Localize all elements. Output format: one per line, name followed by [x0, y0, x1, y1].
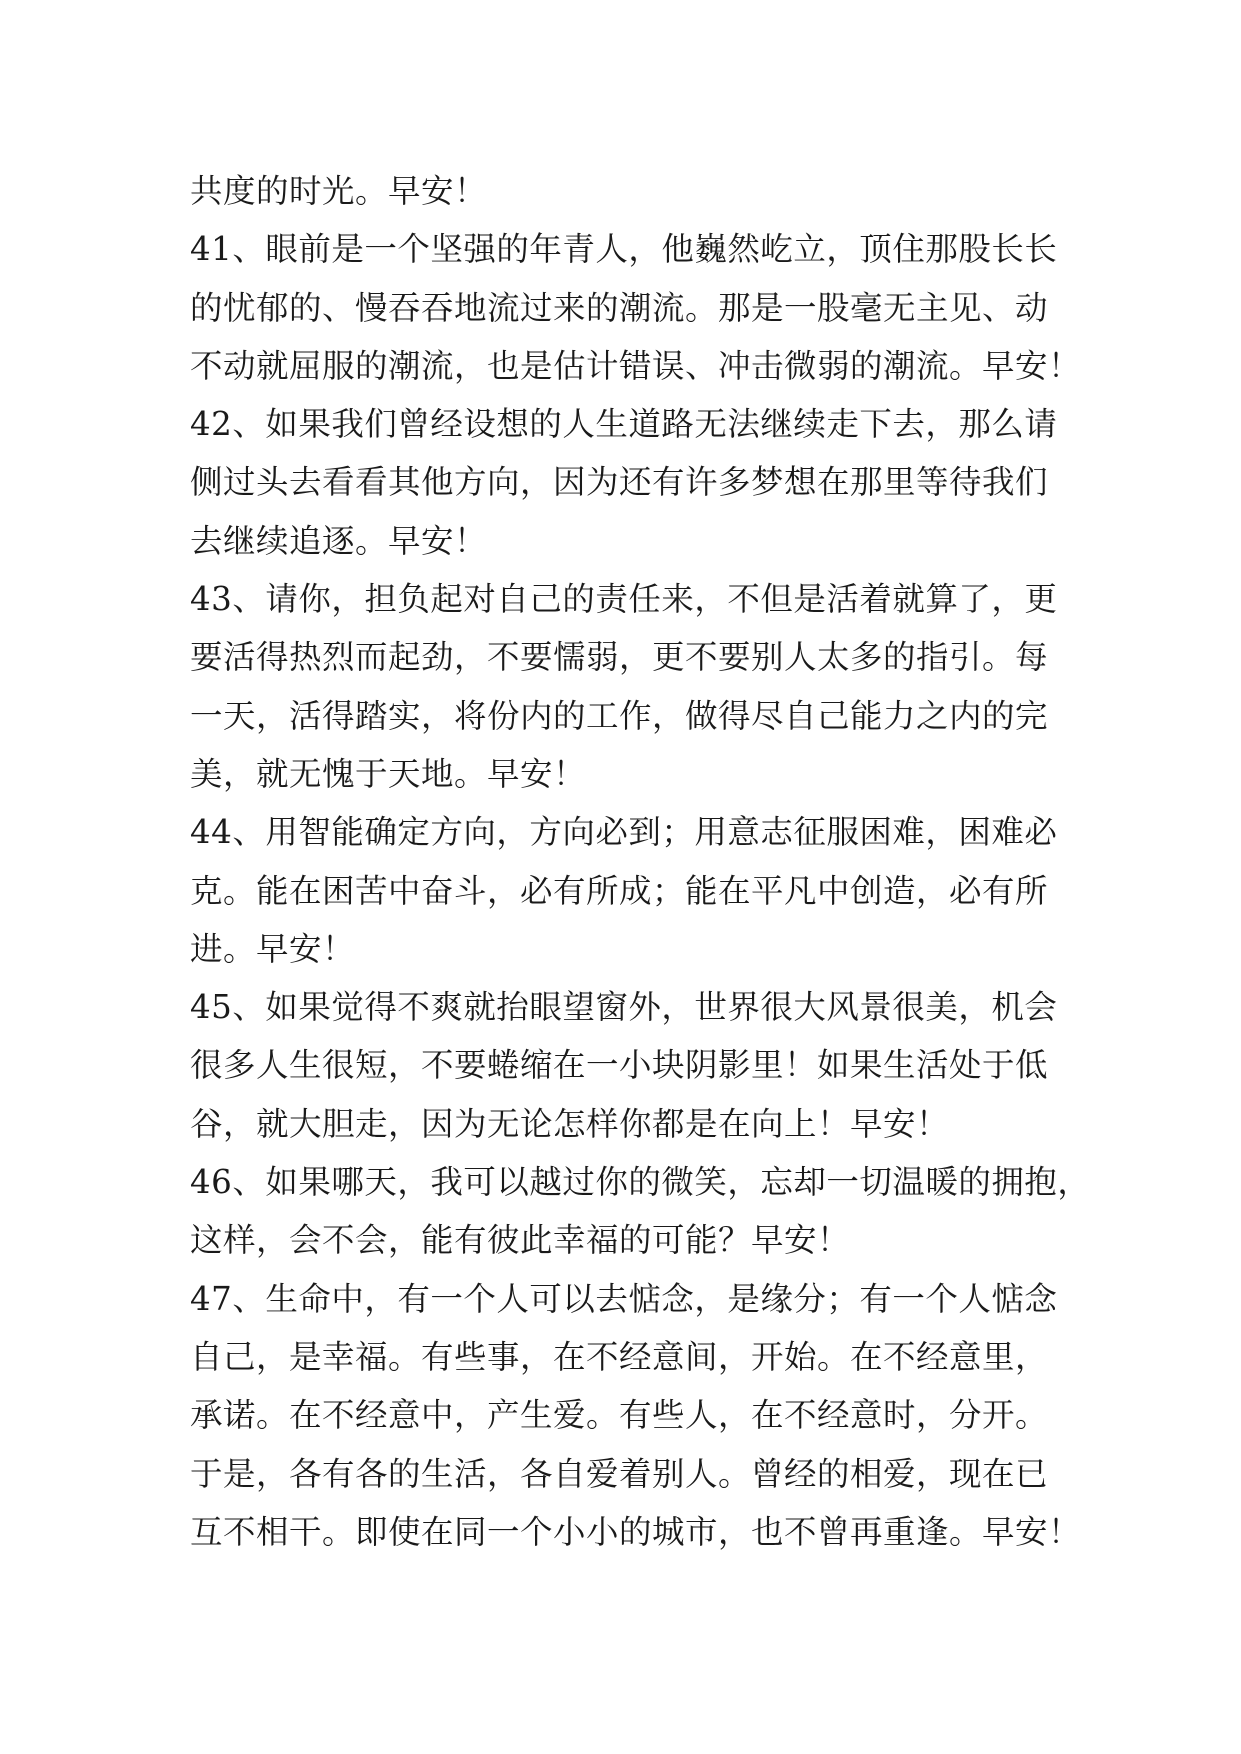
text-line: 一天，活得踏实，将份内的工作，做得尽自己能力之内的完: [190, 696, 1049, 735]
text-line: 侧过头去看看其他方向，因为还有许多梦想在那里等待我们: [190, 463, 1049, 502]
text-line: 去继续追逐。早安！: [190, 521, 488, 560]
text-line: 43、请你，担负起对自己的责任来，不但是活着就算了，更: [190, 580, 1058, 619]
text-line: 这样，会不会，能有彼此幸福的可能？早安！: [190, 1221, 851, 1260]
text-line: 美，就无愧于天地。早安！: [190, 754, 587, 793]
text-line: 不动就屈服的潮流，也是估计错误、冲击微弱的潮流。早安！: [190, 346, 1082, 385]
text-line: 互不相干。即使在同一个小小的城市，也不曾再重逢。早安！: [190, 1512, 1082, 1551]
text-line: 的忧郁的、慢吞吞地流过来的潮流。那是一股毫无主见、动: [190, 288, 1049, 327]
text-line: 46、如果哪天，我可以越过你的微笑，忘却一切温暖的拥抱，: [190, 1163, 1091, 1202]
text-line: 克。能在困苦中奋斗，必有所成；能在平凡中创造，必有所: [190, 871, 1049, 910]
text-line: 自己，是幸福。有些事，在不经意间，开始。在不经意里，: [190, 1337, 1049, 1376]
text-line: 很多人生很短，不要蜷缩在一小块阴影里！如果生活处于低: [190, 1046, 1049, 1085]
text-line: 44、用智能确定方向，方向必到；用意志征服困难，困难必: [190, 813, 1058, 852]
text-line: 于是，各有各的生活，各自爱着别人。曾经的相爱，现在已: [190, 1454, 1049, 1493]
text-line: 承诺。在不经意中，产生爱。有些人，在不经意时，分开。: [190, 1396, 1049, 1435]
text-line: 谷，就大胆走，因为无论怎样你都是在向上！早安！: [190, 1104, 950, 1143]
text-line: 进。早安！: [190, 929, 356, 968]
text-line: 41、眼前是一个坚强的年青人，他巍然屹立，顶住那股长长: [190, 230, 1058, 269]
text-line: 47、生命中，有一个人可以去惦念，是缘分；有一个人惦念: [190, 1279, 1058, 1318]
text-line: 共度的时光。早安！: [190, 172, 488, 210]
text-line: 45、如果觉得不爽就抬眼望窗外，世界很大风景很美，机会: [190, 988, 1058, 1027]
text-line: 42、如果我们曾经设想的人生道路无法继续走下去，那么请: [190, 405, 1058, 444]
document-body: [190, 162, 1091, 1561]
text-line: 要活得热烈而起劲，不要懦弱，更不要别人太多的指引。每: [190, 638, 1049, 677]
